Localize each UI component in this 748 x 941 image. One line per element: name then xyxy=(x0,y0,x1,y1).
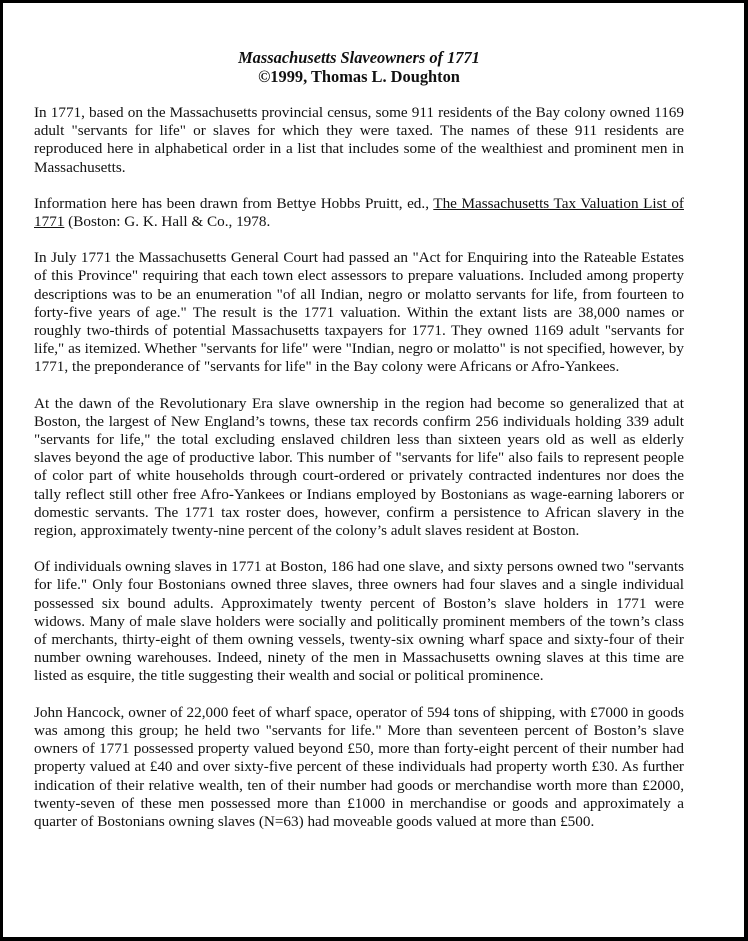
document-byline: ©1999, Thomas L. Doughton xyxy=(258,67,460,86)
paragraph-intro: In 1771, based on the Massachusetts provincial census, some 911 residents of the Bay colony owned 1169 adult "servants for life" or slaves for which they were taxed. The names of these 911 residents are reproduced here in alphabetical order in a list that includes some of the wealthiest and prominent men in Massachusetts. xyxy=(34,104,684,176)
source-title: The Massachusetts Tax Valuation List of 1771 xyxy=(34,194,684,231)
document-page xyxy=(34,48,684,849)
paragraph-owners: Of individuals owning slaves in 1771 at Boston, 186 had one slave, and sixty persons owned two "servants for life." Only four Bostonians owned three slaves, three owners had four slaves and a single individual possessed six bound adults. Approximately twenty percent of Boston’s slave holders in 1771 were widows. Many of male slave holders were socially and politically prominent members of the town’s class of merchants, thirty-eight of them owning vessels, twenty-six owning wharf space and sixty-four of their number owning warehouses. Indeed, ninety of the men in Massachusetts owning slaves at this time are listed as esquire, the title suggesting their wealth and social or political prominence. xyxy=(34,558,684,685)
document-title: Massachusetts Slaveowners of 1771 xyxy=(238,48,480,67)
paragraph-boston: At the dawn of the Revolutionary Era slave ownership in the region had become so generalized that at Boston, the largest of New England’s towns, these tax records confirm 256 individuals holding 339 adult "servants for life," the total excluding enslaved children less than sixteen years old as well as elderly slaves beyond the age of productive labor. This number of "servants for life" also fails to represent people of color part of white households through court-ordered or privately contracted indentures nor does the tally reflect still other free Afro-Yankees or Indians employed by Bostonians as wage-earning laborers or domestic servants. The 1771 tax roster does, however, confirm a persistence to African slavery in the region, approximately twenty-nine percent of the colony’s adult slaves resident at Boston. xyxy=(34,394,684,540)
source-publisher-text: (Boston: G. K. Hall & Co., 1978. xyxy=(64,213,271,231)
source-intro-text: Information here has been drawn from Bettye Hobbs Pruitt, ed., xyxy=(34,194,434,212)
paragraph-source xyxy=(34,195,684,231)
document-heading xyxy=(34,48,684,86)
paragraph-act: In July 1771 the Massachusetts General Court had passed an "Act for Enquiring into the Rateable Estates of this Province" requiring that each town elect assessors to prepare valuations. Included among property descriptions was to be an enumeration "of all Indian, negro or molatto servants for life, from fourteen to forty-five years of age." The result is the 1771 valuation. Within the extant lists are 38,000 names or roughly two-thirds of potential Massachusetts taxpayers for 1771. They owned 1169 adult "servants for life," as itemized. Whether "servants for life" were "Indian, negro or molatto" is not specified, however, by 1771, the preponderance of "servants for life" in the Bay colony were Africans or Afro-Yankees. xyxy=(34,249,684,376)
paragraph-hancock: John Hancock, owner of 22,000 feet of wharf space, operator of 594 tons of shipping, with £7000 in goods was among this group; he held two "servants for life." More than seventeen percent of Boston’s slave owners of 1771 possessed property valued beyond £50, more than forty-eight percent of their number had property valued at £40 and over sixty-five percent of these individuals had property worth £30. As further indication of their relative wealth, ten of their number had goods or merchandise worth more than £2000, twenty-seven of these men possessed more than £1000 in merchandise or goods and approximately a quarter of Bostonians owning slaves (N=63) had moveable goods valued at more than £500. xyxy=(34,703,684,830)
